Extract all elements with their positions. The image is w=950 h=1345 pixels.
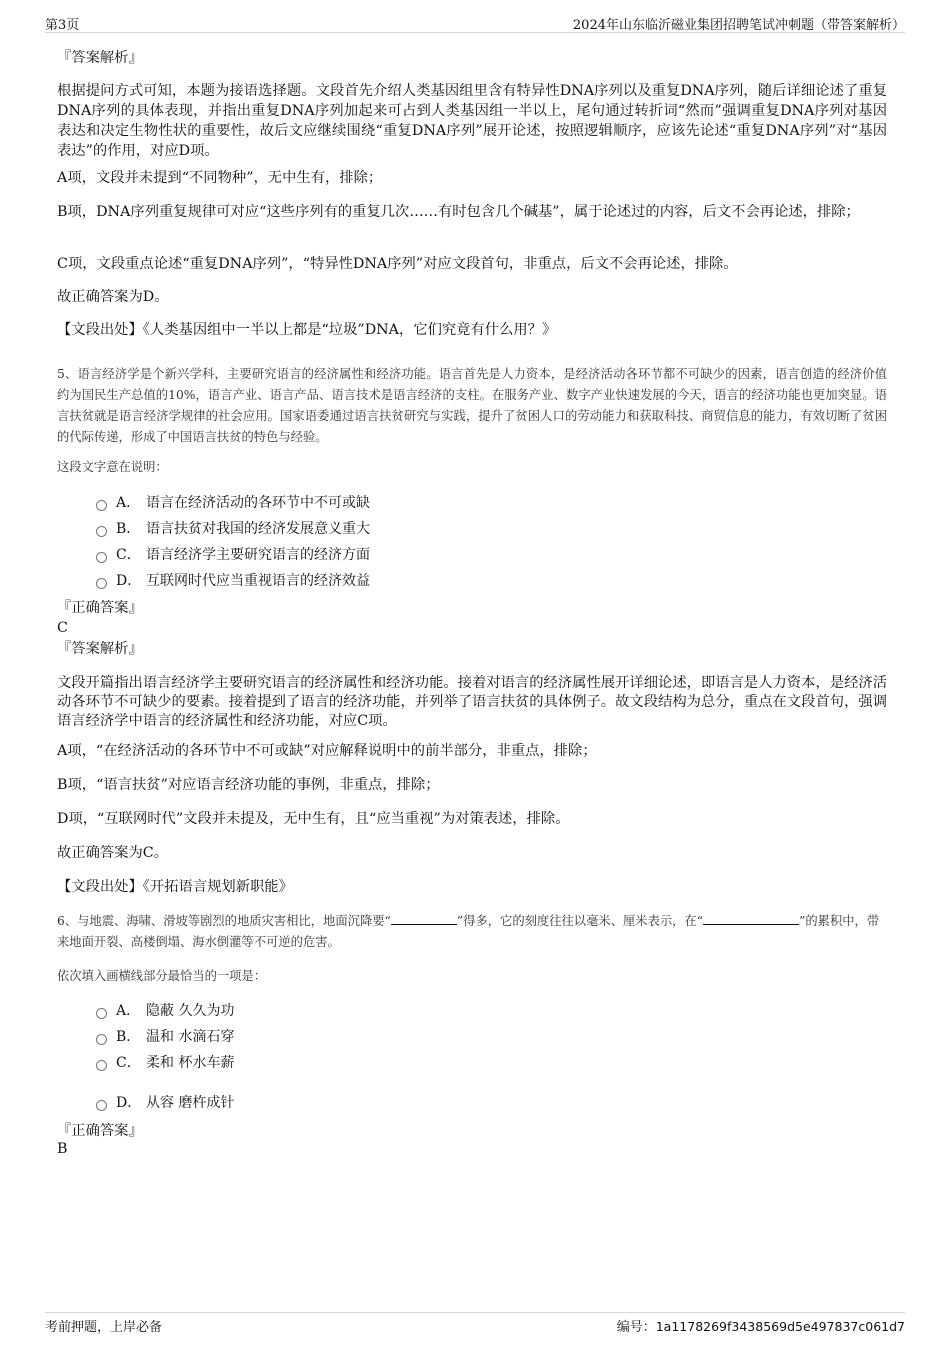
footer-slogan: 考前押题，上岸必备 (45, 1320, 163, 1335)
q5-question: 这段文字意在说明： (57, 460, 168, 474)
q5-source: 【文段出处】《开拓语言规划新职能》 (57, 879, 293, 895)
q5-analysis-text: 文段开篇指出语言经济学主要研究语言的经济属性和经济功能。接着对语言的经济属性展开详细论述，即语言是人力资本，是经济活动各环节不可缺少的要素。接着提到了语言的经济功能，并列举了语言扶贫的具体例子。故文段结构为总分，重点在文段首句，强调语言经济学中语言的经济属性和经济功能，对应C项。 (57, 675, 887, 729)
q5-option-a-note: A项，“在经济活动的各环节中不可或缺”对应解释说明中的前半部分，非重点，排除； (57, 743, 597, 759)
q5-conclusion: 故正确答案为C。 (57, 845, 169, 861)
q6-answer: B (57, 1141, 68, 1157)
q6-question: 依次填入画横线部分最恰当的一项是： (57, 969, 267, 983)
document-code: 1a1178269f3438569d5e497837c061d7 (655, 1319, 905, 1334)
q6-answer-label: 『正确答案』 (57, 1123, 143, 1139)
q5-analysis-label: 『答案解析』 (57, 641, 143, 657)
radio-button-icon[interactable] (96, 526, 107, 537)
q4-conclusion: 故正确答案为D。 (57, 289, 169, 305)
q5-option-c[interactable]: C． 语言经济学主要研究语言的经济方面 (96, 544, 370, 566)
q6-blank-1 (391, 912, 457, 925)
radio-button-icon[interactable] (96, 1100, 107, 1111)
q4-option-b-note: B项，DNA序列重复规律可对应“这些序列有的重复几次……有时包含几个碱基”，属于论述过的内容，后文不会再论述，排除； (57, 204, 860, 220)
q4-option-a-note: A项，文段并未提到“不同物种”，无中生有，排除； (57, 170, 383, 186)
q6-stem: 6、与地震、海啸、滑坡等剧烈的地质灾害相比，地面沉降要“ ”得多，它的刻度往往以毫米、厘米表示，在“ ”的累积中，带来地面开裂、高楼倒塌、海水倒灌等不可逆的危害。 (57, 914, 880, 949)
q5-stem: 5、语言经济学是个新兴学科，主要研究语言的经济属性和经济功能。语言首先是人力资本，是经济活动各环节都不可缺少的因素，语言创造的经济价值约为国民生产总值的10%，语言产业、语言产品、语言技术是语言经济的支柱。在服务产业、数字产业快速发展的今天，语言的经济功能也更加突显。语言扶贫就是语言经济学规律的社会应用。国家语委通过语言扶贫研究与实践，提升了贫困人口的劳动能力和获取科技、商贸信息的能力，有效切断了贫困的代际传递，形成了中国语言扶贫的特色与经验。 (57, 367, 887, 444)
q5-option-a[interactable]: A． 语言在经济活动的各环节中不可或缺 (96, 492, 370, 514)
q6-option-a[interactable]: A． 隐蔽 久久为功 (96, 1000, 234, 1022)
q6-option-b[interactable]: B． 温和 水滴石穿 (96, 1026, 234, 1048)
q5-option-b-note: B项，“语言扶贫”对应语言经济功能的事例，非重点，排除； (57, 777, 440, 793)
q5-option-d[interactable]: D． 互联网时代应当重视语言的经济效益 (96, 570, 370, 592)
page-footer (45, 1312, 905, 1337)
page-number: 第3页 (45, 18, 80, 33)
q4-analysis-label: 『答案解析』 (57, 50, 143, 66)
footer-code: 编号：1a1178269f3438569d5e497837c061d7 (616, 1319, 905, 1335)
q4-option-c-note: C项，文段重点论述“重复DNA序列”，“特异性DNA序列”对应文段首句，非重点，后文不会再论述，排除。 (57, 256, 738, 272)
q5-option-b[interactable]: B． 语言扶贫对我国的经济发展意义重大 (96, 518, 370, 540)
q5-option-d-note: D项，“互联网时代”文段并未提及，无中生有，且“应当重视”为对策表述，排除。 (57, 811, 570, 827)
q6-blank-2 (703, 912, 799, 925)
q4-analysis-text: 根据提问方式可知，本题为接语选择题。文段首先介绍人类基因组里含有特异性DNA序列以及重复DNA序列，随后详细论述了重复DNA序列的具体表现，并指出重复DNA序列加起来可占到人类基因组一半以上，尾句通过转折词“然而”强调重复DNA序列对基因表达和决定生物性状的重要性，故后文应继续围绕“重复DNA序列”展开论述，按照逻辑顺序，应该先论述“重复DNA序列”对“基因表达”的作用，对应D项。 (57, 83, 887, 159)
q6-option-c[interactable]: C． 柔和 杯水车薪 (96, 1052, 234, 1074)
q5-answer-label: 『正确答案』 (57, 600, 143, 616)
radio-button-icon[interactable] (96, 552, 107, 563)
q5-answer: C (57, 620, 68, 636)
radio-button-icon[interactable] (96, 500, 107, 511)
q4-source: 【文段出处】《人类基因组中一半以上都是“垃圾”DNA，它们究竟有什么用？》 (57, 322, 557, 338)
radio-button-icon[interactable] (96, 578, 107, 589)
radio-button-icon[interactable] (96, 1060, 107, 1071)
radio-button-icon[interactable] (96, 1034, 107, 1045)
page-header (45, 12, 905, 33)
q6-option-d[interactable]: D． 从容 磨杵成针 (96, 1092, 234, 1114)
radio-button-icon[interactable] (96, 1008, 107, 1019)
document-title: 2024年山东临沂磁业集团招聘笔试冲刺题（带答案解析） (572, 18, 905, 33)
